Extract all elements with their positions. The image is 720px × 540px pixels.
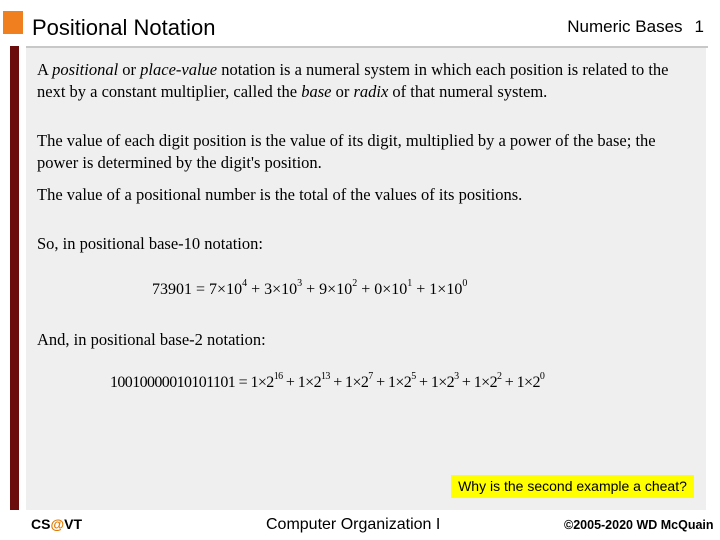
equation-term bbox=[374, 278, 413, 298]
term-base: 10 bbox=[281, 281, 298, 298]
term-coefficient: 1 bbox=[250, 374, 258, 391]
equation-base2 bbox=[110, 373, 544, 393]
plus-sign: + bbox=[302, 281, 320, 298]
equation-lhs: 73901 bbox=[152, 281, 192, 298]
term-coefficient: 0 bbox=[374, 281, 383, 298]
equation-term bbox=[387, 371, 416, 391]
term-coefficient: 3 bbox=[264, 281, 273, 298]
equation-term bbox=[297, 371, 330, 391]
slide-number: 1 bbox=[694, 17, 704, 36]
footer-course-name: Computer Organization I bbox=[266, 516, 441, 533]
footer-course-code: CS@VT bbox=[31, 516, 82, 532]
term-exponent: 2 bbox=[496, 371, 502, 382]
term-coefficient: 1 bbox=[345, 374, 353, 391]
equation-term bbox=[429, 278, 468, 298]
term-coefficient: 9 bbox=[319, 281, 328, 298]
paragraph-base10-intro: So, in positional base-10 notation: bbox=[37, 234, 263, 253]
equals-sign: = bbox=[235, 374, 251, 391]
term-base: 2 bbox=[403, 374, 412, 391]
plus-sign: + bbox=[458, 374, 474, 391]
equation-term bbox=[345, 371, 373, 391]
term-coefficient: 1 bbox=[516, 374, 525, 391]
equation-term bbox=[430, 371, 459, 391]
term-coefficient: 1 bbox=[473, 374, 482, 391]
equation-term bbox=[264, 278, 303, 298]
plus-sign: + bbox=[415, 374, 431, 391]
title-accent-square bbox=[3, 11, 23, 34]
plus-sign: + bbox=[372, 374, 388, 391]
plus-sign: + bbox=[247, 281, 265, 298]
equals-sign: = bbox=[192, 281, 210, 298]
equation-term bbox=[209, 278, 248, 298]
term-base: 2 bbox=[360, 374, 369, 391]
question-callout: Why is the second example a cheat? bbox=[451, 475, 694, 498]
plus-sign: + bbox=[329, 374, 346, 391]
term-exponent: 7 bbox=[368, 371, 373, 382]
term-exponent: 13 bbox=[321, 371, 330, 382]
term-base: 10 bbox=[336, 281, 353, 298]
slide-title: Positional Notation bbox=[32, 15, 216, 40]
plus-sign: + bbox=[282, 374, 298, 391]
term-base: 2 bbox=[266, 374, 274, 391]
plus-sign: + bbox=[357, 281, 375, 298]
times-sign: × bbox=[305, 374, 314, 391]
term-base: 2 bbox=[446, 374, 455, 391]
equation-term bbox=[473, 371, 502, 391]
times-sign: × bbox=[257, 374, 267, 391]
equation-term bbox=[516, 371, 545, 391]
times-sign: × bbox=[352, 374, 361, 391]
content-panel bbox=[26, 48, 706, 510]
equation-lhs: 10010000010101101 bbox=[110, 374, 236, 391]
term-base: 10 bbox=[446, 281, 463, 298]
term-coefficient: 1 bbox=[387, 374, 396, 391]
term-exponent: 3 bbox=[454, 371, 459, 382]
times-sign: × bbox=[481, 374, 490, 391]
term-base: 2 bbox=[313, 374, 321, 391]
term-exponent: 5 bbox=[411, 371, 416, 382]
term-exponent: 0 bbox=[539, 371, 545, 382]
footer-copyright: ©2005-2020 WD McQuain bbox=[564, 518, 714, 532]
paragraph-digit-value: The value of each digit position is the value of its digit, multiplied by a power of the base; the power is determined by the digit's position. bbox=[37, 131, 656, 172]
plus-sign: + bbox=[501, 374, 517, 391]
equation-term bbox=[250, 371, 283, 391]
paragraph-number-value: The value of a positional number is the total of the values of its positions. bbox=[37, 185, 523, 204]
term-base: 10 bbox=[391, 281, 408, 298]
times-sign: × bbox=[395, 374, 404, 391]
term-exponent: 16 bbox=[273, 371, 283, 382]
paragraph-definition: A positional or place-value notation is a numeral system in which each position is related to the next by a constant multiplier, called the base or radix of that numeral system. bbox=[37, 60, 669, 101]
term-coefficient: 7 bbox=[209, 281, 218, 298]
times-sign: × bbox=[524, 374, 533, 391]
term-exponent: 1 bbox=[407, 278, 413, 289]
term-base: 2 bbox=[489, 374, 497, 391]
section-header bbox=[567, 16, 704, 38]
times-sign: × bbox=[437, 281, 447, 298]
paragraph-base2-intro: And, in positional base-2 notation: bbox=[37, 330, 266, 349]
equation-base10 bbox=[152, 280, 467, 300]
term-coefficient: 1 bbox=[430, 374, 439, 391]
times-sign: × bbox=[327, 281, 337, 298]
times-sign: × bbox=[438, 374, 447, 391]
term-exponent: 3 bbox=[297, 278, 303, 289]
section-title: Numeric Bases bbox=[567, 17, 683, 36]
term-coefficient: 1 bbox=[297, 374, 306, 391]
equation-term bbox=[319, 278, 358, 298]
term-exponent: 2 bbox=[352, 278, 358, 289]
times-sign: × bbox=[272, 281, 282, 298]
times-sign: × bbox=[382, 281, 392, 298]
left-accent-bar bbox=[10, 46, 19, 510]
term-exponent: 0 bbox=[462, 278, 468, 289]
plus-sign: + bbox=[412, 281, 430, 298]
term-coefficient: 1 bbox=[429, 281, 438, 298]
term-base: 2 bbox=[532, 374, 540, 391]
term-exponent: 4 bbox=[242, 278, 248, 289]
times-sign: × bbox=[217, 281, 227, 298]
term-base: 10 bbox=[226, 281, 243, 298]
